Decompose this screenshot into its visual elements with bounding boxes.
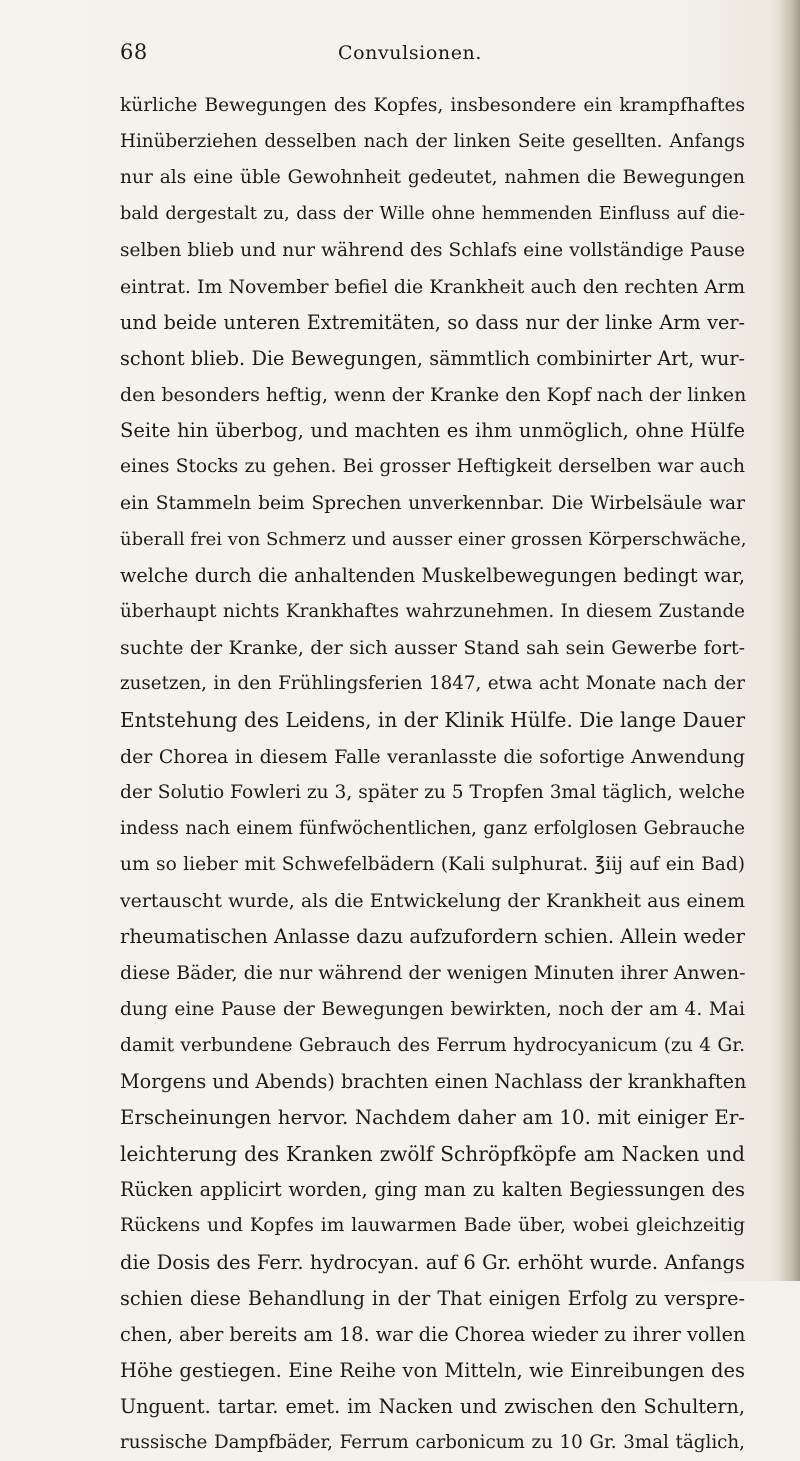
text-line: damit verbundene Gebrauch des Ferrum hydrocyanicum (zu 4 Gr. xyxy=(120,1034,745,1056)
text-line: um so lieber mit Schwefelbädern (Kali sulphurat. ℥iij auf ein Bad) xyxy=(120,853,745,875)
text-line: bald dergestalt zu, dass der Wille ohne hemmenden Einfluss auf die- xyxy=(120,204,745,225)
text-line: dung eine Pause der Bewegungen bewirkten, noch der am 4. Mai xyxy=(120,998,745,1020)
text-line: Hinüberziehen desselben nach der linken Seite gesellten. Anfangs xyxy=(120,131,745,153)
text-line: die Dosis des Ferr. hydrocyan. auf 6 Gr. erhöht wurde. Anfangs xyxy=(120,1250,745,1274)
page-edge-shadow xyxy=(778,0,800,1281)
text-line: chen, aber bereits am 18. war die Chorea wieder zu ihrer vollen xyxy=(120,1322,746,1346)
text-line: und beide unteren Extremitäten, so dass nur der linke Arm ver- xyxy=(120,310,745,334)
text-line: eines Stocks zu gehen. Bei grosser Heftigkeit derselben war auch xyxy=(120,456,745,478)
text-line: rheumatischen Anlasse dazu aufzufordern schien. Allein weder xyxy=(120,925,745,949)
running-head: Convulsionen. xyxy=(337,42,483,64)
text-line: welche durch die anhaltenden Muskelbewegungen bedingt war, xyxy=(120,563,745,587)
text-line: der Solutio Fowleri zu 3, später zu 5 Tropfen 3mal täglich, welche xyxy=(120,781,745,803)
text-line: russische Dampfbäder, Ferrum carbonicum zu 10 Gr. 3mal täglich, xyxy=(120,1432,745,1454)
text-line: Entstehung des Leidens, in der Klinik Hülfe. Die lange Dauer xyxy=(120,708,746,733)
body-text xyxy=(120,88,745,1461)
text-line: schien diese Behandlung in der That einigen Erfolg zu verspre- xyxy=(120,1286,745,1310)
text-line: vertauscht wurde, als die Entwickelung der Krankheit aus einem xyxy=(120,890,745,913)
text-line: leichterung des Kranken zwölf Schröpfköpfe am Nacken und xyxy=(120,1142,745,1167)
text-line: schont blieb. Die Bewegungen, sämmtlich combinirter Art, wur- xyxy=(120,346,745,370)
text-line: zusetzen, in den Frühlingsferien 1847, etwa acht Monate nach der xyxy=(120,673,745,695)
text-line: Erscheinungen hervor. Nachdem daher am 10. mit einiger Er- xyxy=(120,1105,745,1129)
text-line: Rückens und Kopfes im lauwarmen Bade über, wobei gleichzeitig xyxy=(120,1215,745,1237)
text-line: selben blieb und nur während des Schlafs eine vollständige Pause xyxy=(120,239,745,261)
text-line: Unguent. tartar. emet. im Nacken und zwischen den Schultern, xyxy=(120,1395,745,1419)
text-line: eintrat. Im November befiel die Krankheit auch den rechten Arm xyxy=(120,275,745,298)
text-line: Höhe gestiegen. Eine Reihe von Mitteln, wie Einreibungen des xyxy=(120,1358,745,1382)
page-number: 68 xyxy=(120,40,148,64)
page-header xyxy=(60,40,760,76)
text-line: ein Stammeln beim Sprechen unverkennbar. Die Wirbelsäule war xyxy=(120,492,745,514)
text-line: Rücken applicirt worden, ging man zu kalten Begiessungen des xyxy=(120,1178,745,1202)
text-line: der Chorea in diesem Falle veranlasste die sofortige Anwendung xyxy=(120,745,745,768)
text-line: nur als eine üble Gewohnheit gedeutet, nahmen die Bewegungen xyxy=(120,167,745,189)
text-line: diese Bäder, die nur während der wenigen Minuten ihrer Anwen- xyxy=(120,962,746,985)
text-line: überhaupt nichts Krankhaftes wahrzunehmen. In diesem Zustande xyxy=(120,600,745,622)
text-line: Morgens und Abends) brachten einen Nachlass der krankhaften xyxy=(120,1069,747,1093)
text-line: den besonders heftig, wenn der Kranke den Kopf nach der linken xyxy=(120,384,747,407)
text-line: kürliche Bewegungen des Kopfes, insbesondere ein krampfhaftes xyxy=(120,95,745,116)
text-line: Seite hin überbog, und machten es ihm unmöglich, ohne Hülfe xyxy=(120,419,745,443)
text-line: indess nach einem fünfwöchentlichen, ganz erfolglosen Gebrauche xyxy=(120,817,745,839)
text-line: suchte der Kranke, der sich ausser Stand sah sein Gewerbe fort- xyxy=(120,637,745,660)
text-line: überall frei von Schmerz und ausser einer grossen Körperschwäche, xyxy=(120,528,747,550)
